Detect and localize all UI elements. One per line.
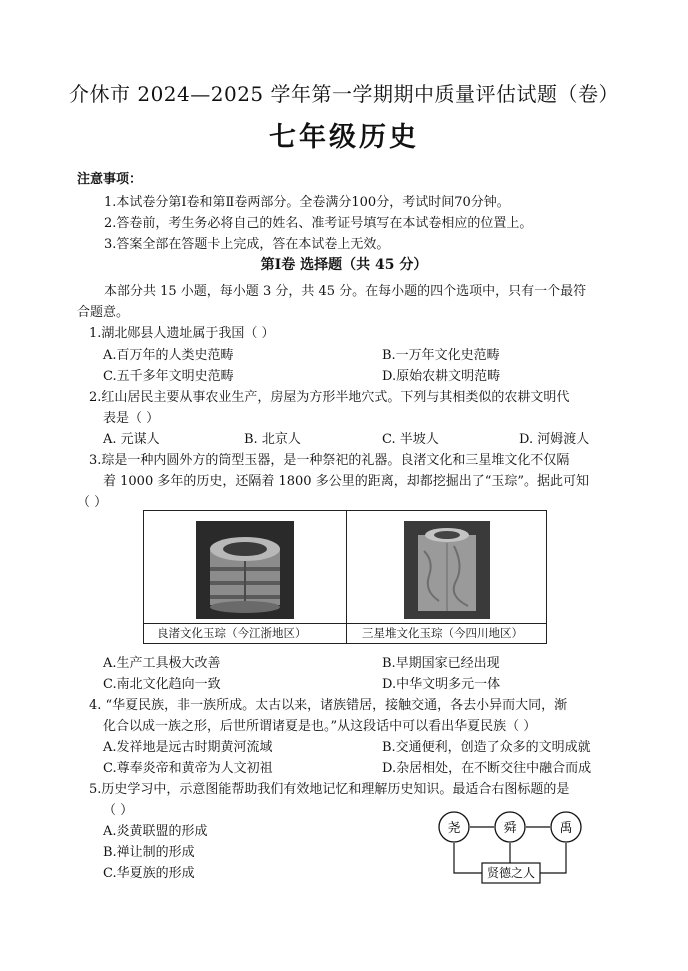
diagram-connector xyxy=(454,843,482,873)
section-intro: 本部分共 15 小题，每小题 3 分，共 45 分。在每小题的四个选项中，只有一个最符 xyxy=(104,284,587,299)
exam-title: 介休市 2024—2025 学年第一学期期中质量评估试题（卷） xyxy=(68,82,619,106)
notice-item: 1.本试卷分第Ⅰ卷和第Ⅱ卷两部分。全卷满分100分，考试时间70分钟。 xyxy=(104,195,510,210)
question-5-stem: （ ） xyxy=(103,803,134,818)
notice-heading: 注意事项： xyxy=(77,172,143,187)
q1-option-b: B.一万年文化史范畴 xyxy=(382,348,500,363)
q2-option-b: B. 北京人 xyxy=(244,432,301,447)
subject-title: 七年级历史 xyxy=(269,122,419,153)
sanxingdui-jade-cong-image xyxy=(404,521,490,619)
node-yao-label: 尧 xyxy=(447,821,461,836)
q1-option-c: C.五千多年文明史范畴 xyxy=(103,369,234,384)
q4-option-c: C.尊奉炎帝和黄帝为人文初祖 xyxy=(103,761,273,776)
q2-option-d: D. 河姆渡人 xyxy=(519,432,590,447)
virtue-label: 贤德之人 xyxy=(486,866,536,880)
shanrang-diagram xyxy=(438,811,608,887)
notice-item: 2.答卷前，考生务必将自己的姓名、准考证号填写在本试卷相应的位置上。 xyxy=(104,216,533,231)
q3-option-c: C.南北文化趋向一致 xyxy=(103,677,221,692)
liangzhu-jade-cong-image xyxy=(196,521,294,619)
liangzhu-caption: 良渚文化玉琮（今江浙地区） xyxy=(157,626,307,640)
q1-option-a: A.百万年的人类史范畴 xyxy=(103,348,234,363)
q1-option-d: D.原始农耕文明范畴 xyxy=(382,369,501,384)
q4-option-d: D.杂居相处，在不断交往中融合而成 xyxy=(382,761,592,776)
question-2-stem: 表是（ ） xyxy=(103,411,160,426)
question-4-stem: 化合以成一族之形，后世所谓诸夏是也。”从这段话中可以看出华夏民族（ ） xyxy=(103,719,537,734)
notice-item: 3.答案全部在答题卡上完成，答在本试卷上无效。 xyxy=(104,237,390,252)
question-4-stem: 4. “华夏民族，非一族所成。太古以来，诸族错居，接触交通，各去小异而大同，渐 xyxy=(89,698,568,713)
question-1-stem: 1.湖北郧县人遗址属于我国（ ） xyxy=(89,326,275,341)
caption-line xyxy=(144,623,546,624)
q3-option-a: A.生产工具极大改善 xyxy=(103,656,221,671)
q3-option-b: B.早期国家已经出现 xyxy=(382,656,500,671)
diagram-connector xyxy=(540,843,566,873)
q4-option-b: B.交通便利，创造了众多的文明成就 xyxy=(382,740,591,755)
question-3-stem: 着 1000 多年的历史，还隔着 1800 多公里的距离，却都挖掘出了“玉琮”。据此可知 xyxy=(103,474,589,489)
q5-option-c: C.华夏族的形成 xyxy=(103,866,195,881)
q5-option-b: B.禅让制的形成 xyxy=(103,845,195,860)
sanxingdui-caption: 三星堆文化玉琮（今四川地区） xyxy=(362,626,523,640)
section-title: 第Ⅰ卷 选择题（共 45 分） xyxy=(260,257,428,273)
q5-option-a: A.炎黄联盟的形成 xyxy=(103,824,208,839)
question-2-stem: 2.红山居民主要从事农业生产，房屋为方形半地穴式。下列与其相类似的农耕文明代 xyxy=(89,390,570,405)
question-5-stem: 5.历史学习中，示意图能帮助我们有效地记忆和理解历史知识。最适合右图标题的是 xyxy=(89,782,570,797)
node-yu-label: 禹 xyxy=(559,821,573,836)
jade-cong-figure xyxy=(143,510,547,644)
q3-option-d: D.中华文明多元一体 xyxy=(382,677,501,692)
node-shun-label: 舜 xyxy=(503,821,517,836)
section-intro: 合题意。 xyxy=(77,305,130,320)
question-3-stem: （ ） xyxy=(77,495,108,510)
q2-option-c: C. 半坡人 xyxy=(382,432,439,447)
q4-option-a: A.发祥地是远古时期黄河流域 xyxy=(103,740,273,755)
q2-option-a: A. 元谋人 xyxy=(103,432,160,447)
question-3-stem: 3.琮是一种内圆外方的筒型玉器，是一种祭祀的礼器。良渚文化和三星堆文化不仅隔 xyxy=(89,453,570,468)
